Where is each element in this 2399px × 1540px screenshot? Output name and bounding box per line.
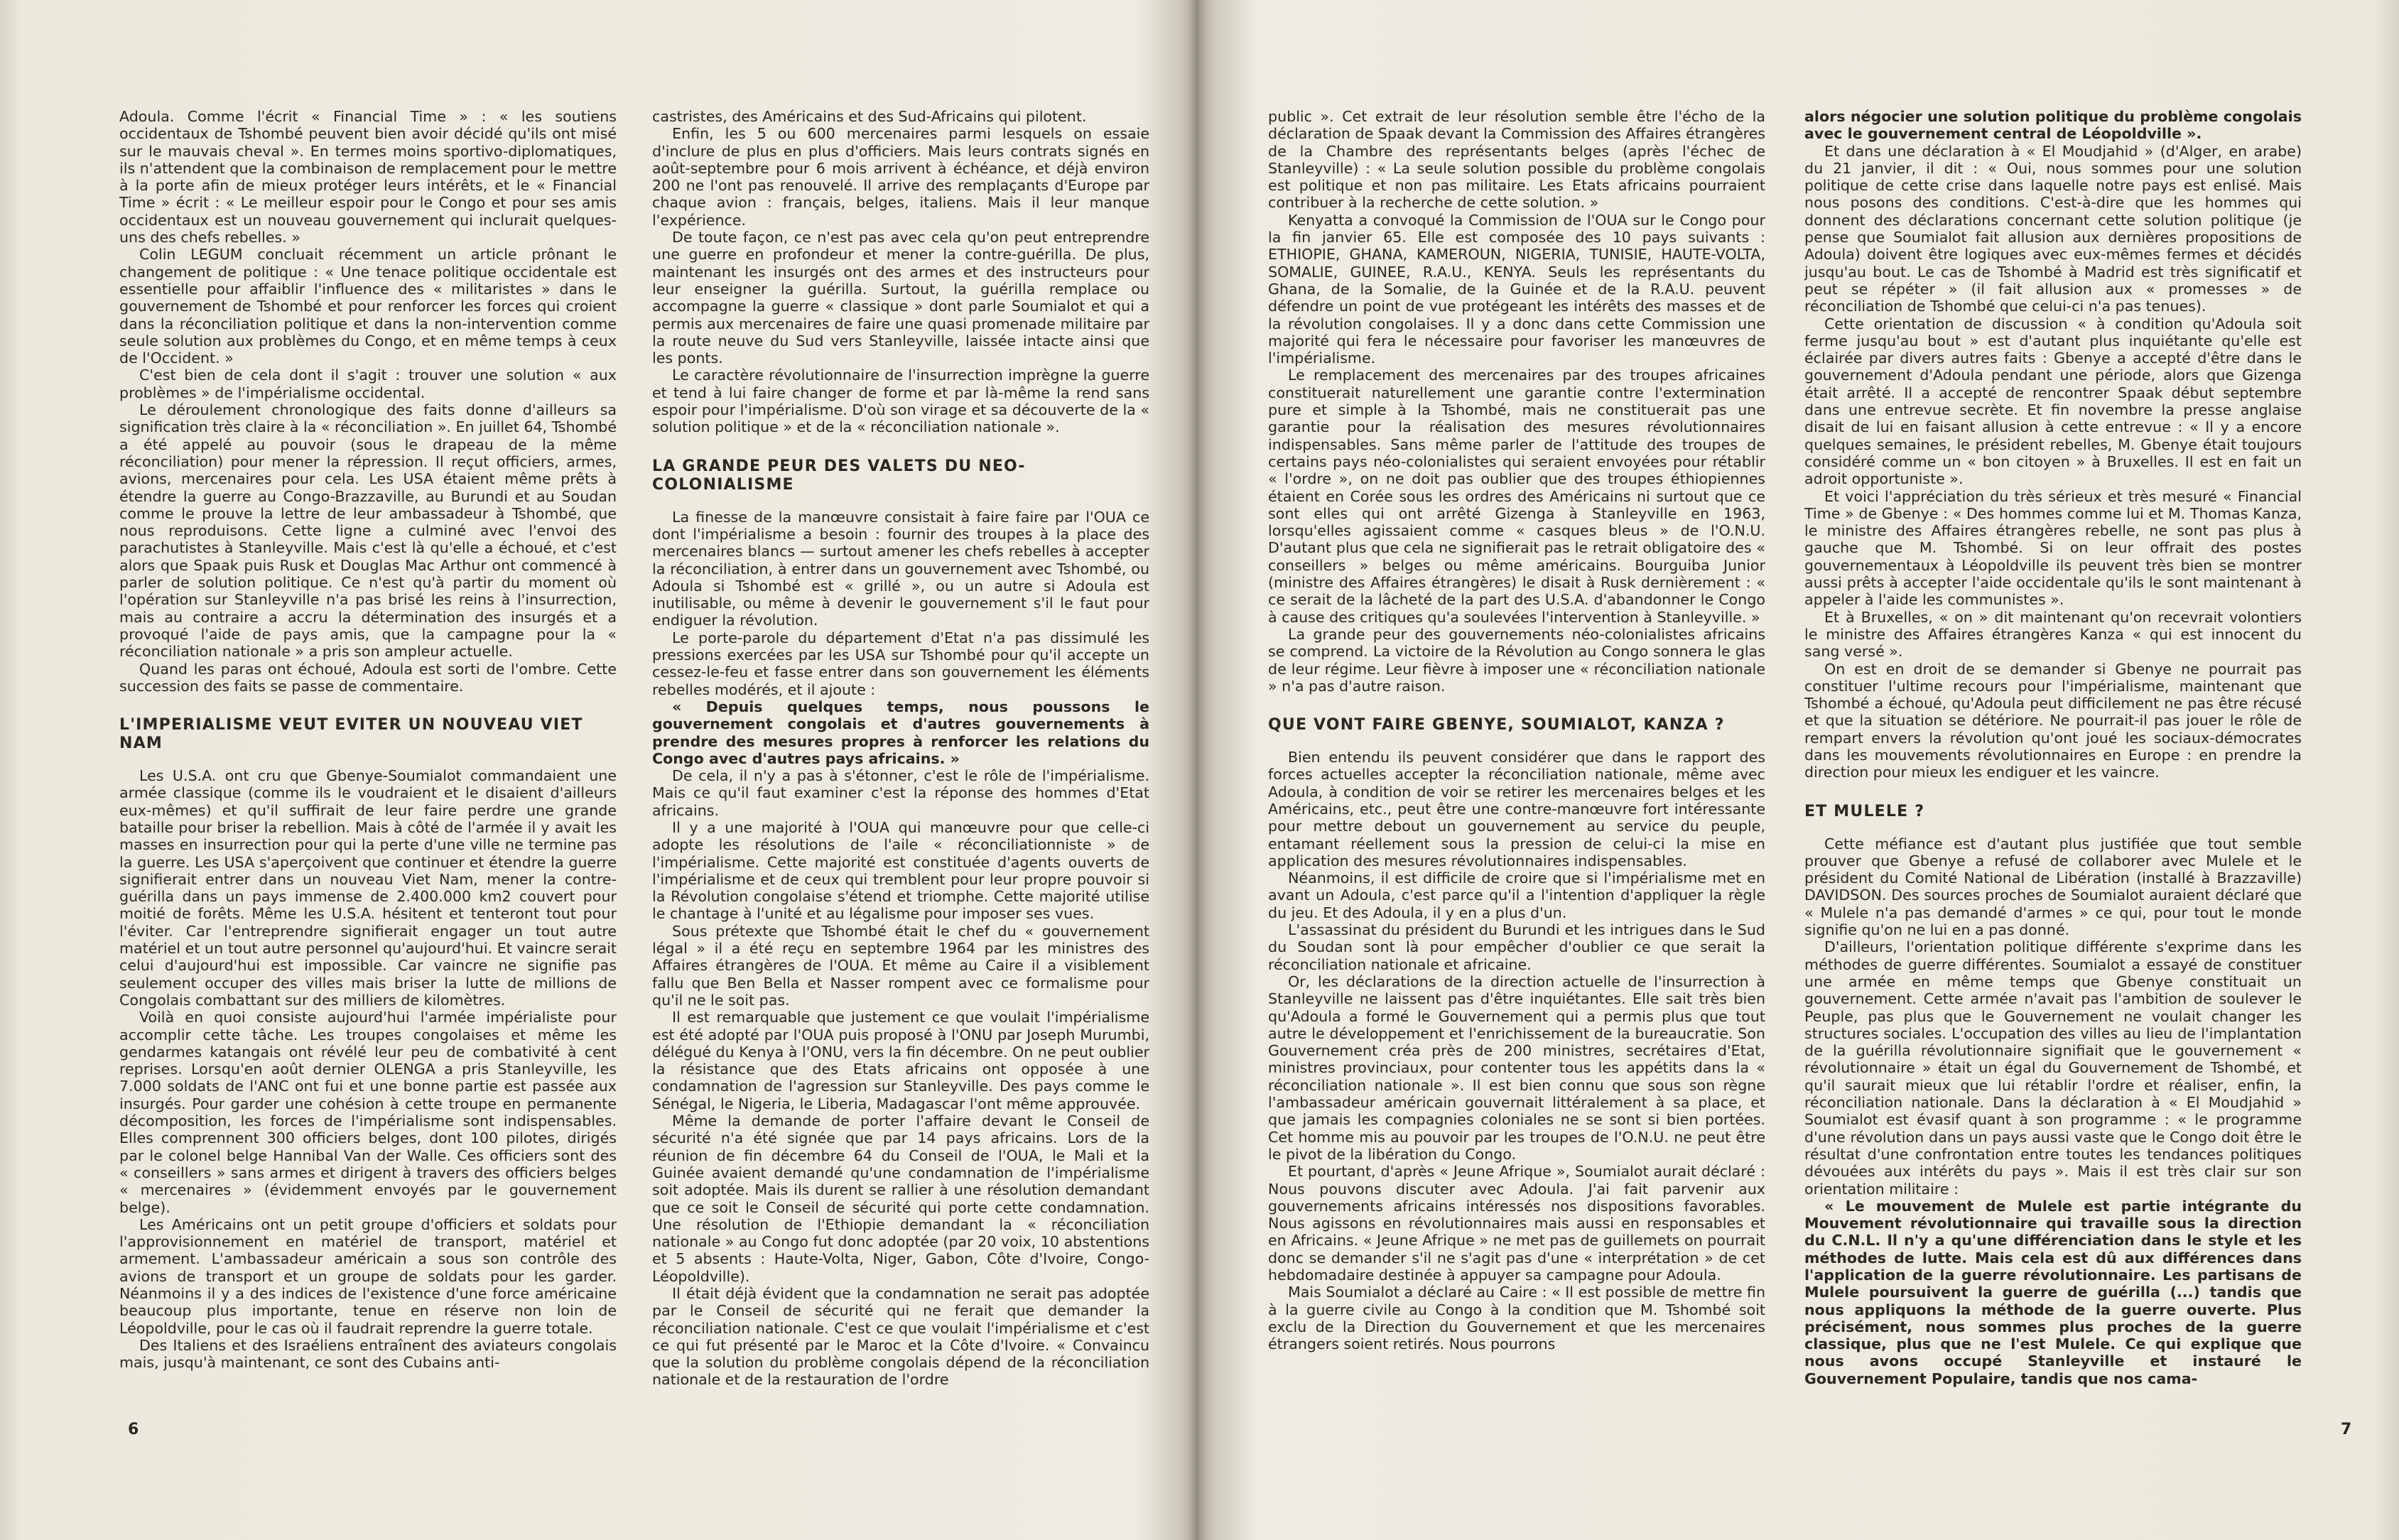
paragraph: Néanmoins, il est difficile de croire que si l'impérialisme met en avant un Adoula, c'est parce qu'il a l'intention d'appliquer la règle du jeu. Et des Adoula, il y en a plus d'un. [1268, 869, 1765, 921]
paragraph: Bien entendu ils peuvent considérer que dans le rapport des forces actuelles accepter la réconciliation nationale, même avec Adoula, à condition de voir se retirer les mercenaires belges et les Américains, etc., peut être une contre-manœuvre fort intéressante pour mettre debout un gouvernement au service du peuple, entamant réellement sous la pression de celui-ci la mise en application des mesures révolutionnaires indispensables. [1268, 749, 1765, 869]
paragraph: Il était déjà évident que la condamnation ne serait pas adoptée par le Conseil de sécurité qui ne ferait que demander la réconciliation nationale. C'est ce que voulait l'impérialisme et c'est ce qui fut présenté par le Maroc et la Côte d'Ivoire. « Convaincu que la solution du problème congolais dépend de la réconciliation nationale et de la restauration de l'ordre [652, 1285, 1149, 1389]
paragraph: Des Italiens et des Israéliens entraînent des aviateurs congolais mais, jusqu'à maintenant, ce sont des Cubains anti- [119, 1336, 617, 1372]
section-heading: QUE VONT FAIRE GBENYE, SOUMIALOT, KANZA ? [1268, 716, 1725, 734]
section-heading: ET MULELE ? [1804, 802, 1925, 820]
paragraph: Colin LEGUM concluait récemment un article prônant le changement de politique : « Une tenace politique occidentale est essentielle pour affaiblir l'influence des « militaristes » dans le gouvernement de Tshombé et pour renforcer les forces qui croient dans la réconciliation politique et dans la non-intervention comme seule solution aux problèmes du Congo, et en même temps à ceux de l'Occident. » [119, 246, 617, 367]
paragraph: Voilà en quoi consiste aujourd'hui l'armée impérialiste pour accomplir cette tâche. Les troupes congolaises et même les gendarmes katangais ont révélé leur peu de combativité à cent reprises. Lorsqu'en août dernier OLENGA a pris Stanleyville, les 7.000 soldats de l'ANC ont fui et une bonne partie est passée aux insurgés. Pour garder une cohésion à cette troupe en permanente décomposition, les forces de l'impérialisme sont indispensables. Elles comprennent 300 officiers belges, dont 100 pilotes, dirigés par le colonel belge Hannibal Van der Walle. Ces officiers sont des « conseillers » sans armes et dirigent à travers des officiers belges « mercenaires » (évidemment envoyés par le gouvernement belge). [119, 1009, 617, 1216]
paragraph: Les Américains ont un petit groupe d'officiers et soldats pour l'approvisionnement en matériel de transport, matériel et armement. L'ambassadeur américain a sous son contrôle des avions de transport et un groupe de soldats pour les garder. Néanmoins il y a des indices de l'existence d'une force américaine beaucoup plus importante, tenue en réserve non loin de Léopoldville, pour le cas où il faudrait reprendre la guerre totale. [119, 1215, 617, 1337]
paragraph: Il est remarquable que justement ce que voulait l'impérialisme est été adopté par l'OUA puis proposé à l'ONU par Joseph Murumbi, délégué du Kenya à l'ONU, vers la fin décembre. On ne peut oublier la résistance que des Etats africains ont opposée à une condamnation de l'agression sur Stanleyville. Des pays comme le Sénégal, le Nigeria, le Liberia, Madagascar l'ont même approuvée. [652, 1009, 1149, 1112]
paragraph: Même la demande de porter l'affaire devant le Conseil de sécurité n'a été signée que par 14 pays africains. Lors de la réunion de fin décembre 64 du Conseil de l'OUA, le Mali et la Guinée avaient demandé qu'une condamnation de l'impérialisme soit adoptée. Mais ils durent se rallier à une résolution demandant que ce soit le Conseil de sécurité qui porte cette condamnation. Une résolution de l'Ethiopie demandant la « réconciliation nationale » au Congo fut donc adoptée (par 20 voix, 10 abstentions et 5 absents : Haute-Volta, Niger, Gabon, Côte d'Ivoire, Congo-Léopoldville). [652, 1112, 1149, 1285]
spine-fold [1179, 0, 1215, 1540]
paragraph: On est en droit de se demander si Gbenye ne pourrait pas constituer l'ultime recours pour l'impérialisme, maintenant que Tshombé a échoué, qu'Adoula peut difficilement ne pas être récusé et que la situation se détériore. Ne pourrait-il pas jouer le rôle de rempart envers la révolution qu'ont joué les sociaux-démocrates dans les mouvements révolutionnaires en Europe : en prendre la direction pour mieux les endiguer et les vaincre. [1804, 660, 2302, 781]
paragraph: C'est bien de cela dont il s'agit : trouver une solution « aux problèmes » de l'impérialisme occidental. [119, 367, 617, 401]
paragraph: Et pourtant, d'après « Jeune Afrique », Soumialot aurait déclaré : Nous pouvons discuter avec Adoula. J'ai fait parvenir aux gouvernements africains intéressés nos dispositions favorables. Nous agissons en révolutionnaires mais aussi en responsables et en Africains. « Jeune Afrique » ne met pas de guillemets on pourrait donc se demander s'il ne s'agit pas d'une « interprétation » de cet hebdomadaire destinée à appuyer sa campagne pour Adoula. [1268, 1163, 1765, 1284]
left-page-column-2 [652, 108, 1149, 1389]
paragraph: D'ailleurs, l'orientation politique différente s'exprime dans les méthodes de guerre différentes. Soumialot a essayé de constituer une armée en même temps que Gbenye constituait un gouvernement. Cette armée n'avait pas l'ambition de soulever le Peuple, pas plus que le Gouvernement ne voulait changer les structures sociales. L'occupation des villes au lieu de l'implantation de la guérilla révolutionnaire signifiait que le gouvernement « révolutionnaire » était un égal du Gouvernement de Tshombé, et qu'il saurait mieux que lui rétablir l'ordre et réaliser, enfin, la réconciliation nationale. Dans la déclaration à « El Moudjahid » Soumialot est évasif quant à son programme : « le programme d'une révolution dans un pays aussi vaste que le Congo doit être le résultat d'une confrontation entre toutes les tendances politiques dévouées aux intérêts du pays ». Mais il est très clair sur son orientation militaire : [1804, 938, 2302, 1198]
paragraph: Les U.S.A. ont cru que Gbenye-Soumialot commandaient une armée classique (comme ils le voudraient et le disaient d'ailleurs eux-mêmes) et qu'il suffirait de leur faire perdre une grande bataille pour briser la rebellion. Mais à côté de l'armée il y avait les masses en insurrection pour qui la perte d'une ville ne termine pas la guerre. Les USA s'aperçoivent que continuer et étendre la guerre signifierait entrer dans un nouveau Viet Nam, mener la contre-guérilla dans un pays immense de 2.400.000 km2 couvert pour moitié de forêts. Même les U.S.A. hésitent et tenteront tout pour l'éviter. Car l'entreprendre signifierait engager un tout autre matériel et un tout autre personnel qu'aujourd'hui. Et vaincre serait celui d'aujourd'hui est impossible. Car vaincre ne signifie pas seulement occuper des villes mais briser la lutte de millions de Congolais combattant sur des milliers de kilomètres. [119, 767, 617, 1009]
paragraph: Et à Bruxelles, « on » dit maintenant qu'on recevrait volontiers le ministre des Affaires étrangères Kanza « qui est innocent du sang versé ». [1804, 608, 2302, 661]
paragraph: Le porte-parole du département d'Etat n'a pas dissimulé les pressions exercées par les USA sur Tshombé pour qu'il accepte un cessez-le-feu et fasse entrer dans son gouvernement les éléments rebelles modérés, et il ajoute : [652, 629, 1149, 698]
paragraph: Kenyatta a convoqué la Commission de l'OUA sur le Congo pour la fin janvier 65. Elle est composée des 10 pays suivants : ETHIOPIE, GHANA, KAMEROUN, NIGERIA, TUNISIE, HAUTE-VOLTA, SOMALIE, GUINEE, R.A.U., KENYA. Seuls les représentants du Ghana, de la Somalie, de la Guinée et de la R.A.U. peuvent défendre un point de vue protégeant les intérêts des masses et de la révolution congolaises. Il y a donc dans cette Commission une majorité qui fera le nécessaire pour favoriser les manœuvres de l'impérialisme. [1268, 211, 1765, 367]
paragraph: Cette orientation de discussion « à condition qu'Adoula soit ferme jusqu'au bout » est d'autant plus inquiétante qu'elle est éclairée par divers autres faits : Gbenye a accepté d'être dans le gouvernement d'Adoula pendant une période, alors que Gizenga était arrêté. Il a accepté de rencontrer Spaak début septembre dans une entrevue secrète. Et fin novembre la presse anglaise disait de lui en faisant allusion à cette entrevue : « Il y a encore quelques semaines, le président rebelles, M. Gbenye était toujours considéré comme un « bon citoyen » à Bruxelles. Il est en fait un adroit opportuniste ». [1804, 315, 2302, 488]
left-page [0, 0, 1197, 1540]
right-page-column-2 [1804, 108, 2302, 1387]
paragraph: Enfin, les 5 ou 600 mercenaires parmi lesquels on essaie d'inclure de plus en plus d'officiers. Mais leurs contrats signés en août-septembre pour 6 mois arrivent à échéance, et déjà environ 200 ne l'ont pas renouvelé. Il arrive des remplaçants d'Europe par chaque avion : français, belges, italiens. Mais il leur manque l'expérience. [652, 125, 1149, 229]
section-heading: L'IMPERIALISME VEUT EVITER UN NOUVEAU VIET NAM [119, 716, 583, 753]
paragraph: Le remplacement des mercenaires par des troupes africaines constituerait naturellement une garantie contre l'extermination pure et simple à la Tshombé, mais ne constituerait pas une garantie pour la réalisation des mesures révolutionnaires indispensables. Sans même parler de l'attitude des troupes de certains pays néo-colonialistes qui seraient envoyées pour rétablir « l'ordre », on ne doit pas oublier que des troupes éthiopiennes étaient en Corée sous les ordres des Américains ni surtout que ce sont elles qui ont arrêté Gizenga à Stanleyville en 1963, lorsqu'elles agissaient comme « casques bleus » de l'O.N.U. D'autant plus que cela ne signifierait pas le retrait obligatoire des « conseillers » belges ou même américains. Bourguiba Junior (ministre des Affaires étrangères) le disait à Rusk dernièrement : « ce serait de la lâcheté de la part des U.S.A. d'abandonner le Congo à cause des critiques qu'a soulevées l'intervention à Stanleyville. » [1268, 367, 1765, 626]
paragraph: Et dans une déclaration à « El Moudjahid » (d'Alger, en arabe) du 21 janvier, il dit : « Oui, nous sommes pour une solution politique de cette crise dans laquelle notre pays est enlisé. Mais nous posons des conditions. C'est-à-dire que les hommes qui donnent des déclarations concernant cette solution politique (je pense que Soumialot fait allusion aux dernières propositions de Adoula) doivent être logiques avec eux-mêmes fermes et décidés jusqu'au bout. Le cas de Tshombé à Madrid est très significatif et peut se répéter » (il fait allusion aux « promesses » de réconciliation de Tshombé que celui-ci n'a pas tenues). [1804, 142, 2302, 315]
paragraph: Le déroulement chronologique des faits donne d'ailleurs sa signification très claire à la « réconciliation ». En juillet 64, Tshombé a été appelé au pouvoir (sous le drapeau de la même réconciliation) pour mener la répression. Il reçut officiers, armes, avions, mercenaires pour cela. Les USA étaient même prêts à étendre la guerre au Congo-Brazzaville, au Burundi et au Soudan comme le prouve la lettre de leur ambassadeur à Tshombé, que nous reproduisons. Cette ligne a culminé avec l'envoi des parachutistes à Stanleyville. Mais c'est là qu'elle a échoué, et c'est alors que Spaak puis Rusk et Douglas Mac Arthur ont commencé à parler de solution politique. Ce n'est qu'à partir du moment où l'opération sur Stanleyville n'a pas brisé les reins à l'insurrection, mais au contraire a accru la détermination des insurgés et a provoqué l'aide de pays amis, que la campagne pour la « réconciliation nationale » a pris son ampleur actuelle. [119, 401, 617, 661]
paragraph: Mais Soumialot a déclaré au Caire : « Il est possible de mettre fin à la guerre civile au Congo à la condition que M. Tshombé soit exclu de la Direction du Gouvernement et que les mercenaires étrangers soient retirés. Nous pourrons [1268, 1284, 1765, 1353]
section-heading: LA GRANDE PEUR DES VALETS DU NEO-COLONIALISME [652, 457, 1026, 494]
paragraph: castristes, des Américains et des Sud-Africains qui pilotent. [652, 108, 1087, 125]
paragraph: Et voici l'appréciation du très sérieux et très mesuré « Financial Time » de Gbenye : « Des hommes comme lui et M. Thomas Kanza, le ministre des Affaires étrangères rebelle, ne sont pas plus à gauche que M. Tshombé. Si on leur offrait des postes gouvernementaux à Léopoldville ils peuvent très bien se montrer aussi prêts à accepter l'aide occidentale qu'ils le sont maintenant à appeler à l'aide les communistes ». [1804, 487, 2302, 609]
paragraph: Adoula. Comme l'écrit « Financial Time » : « les soutiens occidentaux de Tshombé peuvent bien avoir décidé qu'ils ont misé sur le mauvais cheval ». En termes moins sportivo-diplomatiques, ils n'attendent que la combinaison de remplacement pour le mettre à la porte afin de mieux protéger leurs intérêts, et le « Financial Time » écrit : « Le meilleur espoir pour le Congo et pour ses amis occidentaux est un nouveau gouvernement qui inclurait quelques-uns des chefs rebelles. » [119, 108, 617, 246]
left-page-column-1 [119, 108, 617, 1371]
paragraph: Quand les paras ont échoué, Adoula est sorti de l'ombre. Cette succession des faits se passe de commentaire. [119, 660, 617, 695]
page-number: 7 [2341, 1421, 2352, 1438]
paragraph: Or, les déclarations de la direction actuelle de l'insurrection à Stanleyville ne laissent pas d'être inquiétantes. Elle sait très bien qu'Adoula a formé le Gouvernement qui a permis plus que tout autre le développement et l'enrichissement de la bureaucratie. Son Gouvernement créa près de 200 ministres, secrétaires d'Etat, ministres provinciaux, pour contenter tous les appétits dans la « réconciliation nationale ». Il est bien connu que sous son règne l'ambassadeur américain gouvernait littéralement à sa place, et que jamais les compagnies coloniales ne se sont si bien portées. Cet homme mis au pouvoir par les troupes de l'O.N.U. ne peut être le pivot de la libération du Congo. [1268, 972, 1765, 1163]
quote-paragraph: « Depuis quelques temps, nous poussons le gouvernement congolais et d'autres gouvernements à prendre des mesures propres à renforcer les relations du Congo avec d'autres pays africains. » [652, 698, 1149, 767]
paragraph: L'assassinat du président du Burundi et les intrigues dans le Sud du Soudan sont là pour empêcher d'oublier ce que serait la réconciliation nationale et africaine. [1268, 921, 1765, 973]
right-page-column-1 [1268, 108, 1765, 1352]
paragraph: De cela, il n'y a pas à s'étonner, c'est le rôle de l'impérialisme. Mais ce qu'il faut examiner c'est la réponse des hommes d'Etat africains. [652, 767, 1149, 819]
paragraph: La finesse de la manœuvre consistait à faire faire par l'OUA ce dont l'impérialisme a besoin : fournir des troupes à la place des mercenaires blancs — surtout amener les chefs rebelles à accepter la réconciliation, à entrer dans un gouvernement avec Tshombé, ou Adoula si Tshombé est « grillé », ou un autre si Adoula est inutilisable, ou même à devenir le gouvernement s'il le faut pour endiguer la révolution. [652, 508, 1149, 629]
paragraph: Le caractère révolutionnaire de l'insurrection imprègne la guerre et tend à lui faire changer de forme et par là-même la rend sans espoir pour l'impérialisme. D'où son virage et sa découverte de la « solution politique » et de la « réconciliation nationale ». [652, 367, 1149, 436]
paragraph: Il y a une majorité à l'OUA qui manœuvre pour que celle-ci adopte les résolutions de l'aile « réconciliationniste » de l'impérialisme. Cette majorité est constituée d'agents ouverts de l'impérialisme et de ceux qui tremblent pour leur propre pouvoir si la Révolution congolaise s'étend et triomphe. Cette majorité utilise le chantage à l'unité et au légalisme pour imposer ses vues. [652, 818, 1149, 923]
quote-paragraph: « Le mouvement de Mulele est partie intégrante du Mouvement révolutionnaire qui travaille sous la direction du C.N.L. Il n'y a qu'une différenciation dans le style et les méthodes de lutte. Mais cela est dû aux différences dans l'application de la guerre révolutionnaire. Les partisans de Mulele poursuivent la guerre de guérilla (...) tandis que nous appliquons la méthode de la guerre ouverte. Plus précisément, nous sommes plus proches de la guerre classique, plus que ne l'est Mulele. Ce qui explique que nous avons occupé Stanleyville et instauré le Gouvernement Populaire, tandis que nos cama- [1804, 1197, 2302, 1387]
paragraph: De toute façon, ce n'est pas avec cela qu'on peut entreprendre une guerre en profondeur et mener la contre-guérilla. De plus, maintenant les insurgés ont des armes et des instructeurs pour leur enseigner la guérilla. Surtout, la guérilla remplace ou accompagne la guerre « classique » dont parle Soumialot et qui a permis aux mercenaires de faire une quasi promenade militaire par la route neuve du Sud vers Stanleyville, laissée intacte ainsi que les ponts. [652, 229, 1149, 367]
paragraph: Cette méfiance est d'autant plus justifiée que tout semble prouver que Gbenye a refusé de collaborer avec Mulele et le président du Comité National de Libération (installé à Brazzaville) DAVIDSON. Des sources proches de Soumialot auraient déclaré que « Mulele n'a pas demandé d'armes » ce qui, pour tout le monde signifie qu'on ne lui en a pas donné. [1804, 835, 2302, 939]
page-number: 6 [128, 1421, 139, 1438]
paragraph: public ». Cet extrait de leur résolution semble être l'écho de la déclaration de Spaak devant la Commission des Affaires étrangères de la Chambre des représentants belges (après l'échec de Stanleyville) : « La seule solution possible du problème congolais est politique et non pas militaire. Les Etats africains pourraient contribuer à la recherche de cette solution. » [1268, 108, 1765, 212]
paragraph: alors négocier une solution politique du problème congolais avec le gouvernement central de Léopoldville ». [1804, 108, 2302, 143]
right-page [1197, 0, 2399, 1540]
paragraph: La grande peur des gouvernements néo-colonialistes africains se comprend. La victoire de la Révolution au Congo sonnera le glas de leur régime. Leur fièvre à imposer une « réconciliation nationale » n'a pas d'autre raison. [1268, 625, 1765, 695]
paragraph: Sous prétexte que Tshombé était le chef du « gouvernement légal » il a été reçu en septembre 1964 par les ministres des Affaires étrangères de l'OUA. Et même au Caire il a visiblement fallu que Ben Bella et Nasser rompent avec ce formalisme pour qu'il ne le soit pas. [652, 922, 1149, 1009]
